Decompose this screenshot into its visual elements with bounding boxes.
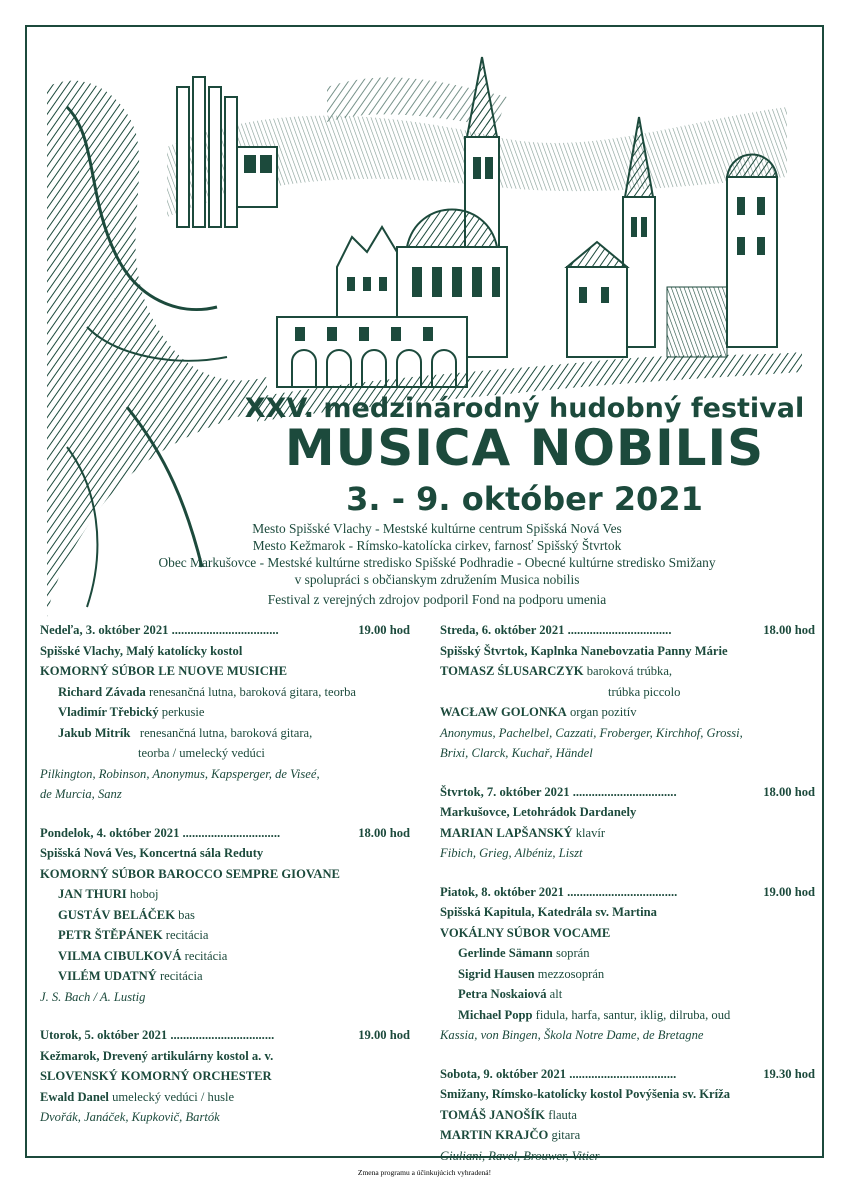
performer-role: flauta [548,1107,577,1122]
event-composers: Fibich, Grieg, Albéniz, Liszt [440,846,583,860]
performer-name: MARTIN KRAJČO [440,1128,549,1142]
performer-role: organ pozitív [569,705,637,719]
event-composers: J. S. Bach / A. Lustig [40,989,146,1004]
performer [40,946,410,967]
event-date-saturday [440,1064,815,1085]
event-ensemble: KOMORNÝ SÚBOR BAROCCO SEMPRE GIOVANE [40,866,340,881]
event-composers: Pilkington, Robinson, Anonymus, Kapsperger, de Viseé, [40,766,320,781]
performer [40,884,410,905]
performer [440,1005,815,1026]
performer [40,1087,410,1108]
event-ensemble: VOKÁLNY SÚBOR VOCAME [440,925,611,940]
festival-title: MUSICA NOBILIS [284,419,765,477]
performer-name: GUSTÁV BELÁČEK [58,907,175,922]
event-time: 19.00 hod [763,884,815,899]
performer-role: mezzosoprán [537,966,605,981]
event-time: 19.30 hod [763,1066,815,1081]
event-date-monday [40,823,410,844]
event-venue: Markušovce, Letohrádok Dardanely [440,805,637,819]
performer-name: Vladimír Třebický [58,705,159,719]
performer-role-continued: trúbka piccolo [608,684,681,699]
event-composers: Kassia, von Bingen, Škola Notre Dame, de Bretagne [440,1028,704,1042]
festival-dates: 3. - 9. október 2021 [346,480,703,518]
performer-role: hoboj [129,887,159,901]
performer-role: klavír [575,825,606,840]
event-date-text: Streda, 6. október 2021 ................................. [440,623,672,637]
performer [440,1125,815,1146]
performer [40,966,410,987]
performer-role: recitácia [165,928,209,942]
performer-name: TOMÁŠ JANOŠÍK [440,1107,546,1122]
event-time: 18.00 hod [763,623,815,637]
performer-role: renesančná lutna, baroková gitara, teorba [148,684,356,699]
performer [440,984,815,1005]
program-left-column [40,620,410,1128]
performer-name: Gerlinde Sämann [458,946,553,960]
performer-role: soprán [555,946,590,960]
performer [440,823,815,844]
event-date-text: Nedeľa, 3. október 2021 .................................. [40,623,279,637]
performer-name: Sigrid Hausen [458,966,535,981]
performer [40,905,410,926]
performer [40,723,410,744]
footer-note: Zmena programu a účinkujúcich vyhradená! [357,1168,492,1177]
performer [440,943,815,964]
event-time: 18.00 hod [358,825,410,840]
event-venue: Spišský Štvrtok, Kaplnka Nanebovzatia Panny Márie [440,643,728,658]
event-date-thursday [440,782,815,803]
event-composers: Dvořák, Janáček, Kupkovič, Bartók [40,1110,220,1124]
event-composers: de Murcia, Sanz [40,787,122,801]
event-date-sunday [40,620,410,641]
performer-role: recitácia [159,969,203,983]
performer-name: Michael Popp [458,1007,533,1022]
event-date-text: Pondelok, 4. október 2021 ............................... [40,825,281,840]
performer-role: alt [549,987,563,1001]
event-date-text: Štvrtok, 7. október 2021 ................................. [440,784,677,799]
performer [440,702,815,723]
performer-role-continued: teorba / umelecký vedúci [138,746,265,760]
event-date-text: Utorok, 5. október 2021 ................................. [40,1028,275,1042]
event-ensemble: KOMORNÝ SÚBOR LE NUOVE MUSICHE [40,664,287,678]
performer [440,1105,815,1126]
performer-name: Jakub Mitrík [58,725,131,740]
organizer-line: Mesto Spišské Vlachy - Mestské kultúrne centrum Spišská Nová Ves [252,521,622,536]
performer [40,682,410,703]
organizer-line: v spolupráci s občianskym združením Musica nobilis [294,572,580,587]
performer-role: renesančná lutna, baroková gitara, [139,725,313,740]
performer-name: Richard Závada [58,684,146,699]
performer-role: perkusie [161,705,205,719]
event-composers: Anonymus, Pachelbel, Cazzati, Froberger, Kirchhof, Grossi, [440,725,743,740]
performer-role: recitácia [184,948,228,963]
event-ensemble: SLOVENSKÝ KOMORNÝ ORCHESTER [40,1069,272,1083]
event-time: 19.00 hod [358,1028,410,1042]
event-venue: Smižany, Rímsko-katolícky kostol Povýšenia sv. Kríža [440,1087,731,1101]
event-date-text: Piatok, 8. október 2021 ................................... [440,884,678,899]
performer-role: gitara [551,1128,581,1142]
event-composers: Giuliani, Ravel, Brouwer, Vitier [440,1148,600,1163]
performer-name: VILMA CIBULKOVÁ [58,948,182,963]
event-venue: Spišské Vlachy, Malý katolícky kostol [40,643,243,658]
performer-name: TOMASZ ŚLUSARCZYK [440,664,584,678]
event-date-text: Sobota, 9. október 2021 .................................. [440,1066,677,1081]
event-venue: Kežmarok, Drevený artikulárny kostol a. v. [40,1048,274,1063]
event-date-tuesday [40,1025,410,1046]
organizer-line: Obec Markušovce - Mestské kultúrne stredisko Spišské Podhradie - Obecné kultúrne stredisko Smižany [158,555,716,570]
performer-name: WACŁAW GOLONKA [440,705,567,719]
performer-name: VILÉM UDATNÝ [58,969,157,983]
performer-role: bas [178,907,195,922]
event-time: 18.00 hod [763,784,815,799]
program-right-column [440,620,815,1166]
performer-name: PETR ŠTĚPÁNEK [58,928,163,942]
performer-role: umelecký vedúci / husle [112,1089,235,1104]
organizer-line: Mesto Kežmarok - Rímsko-katolícka cirkev, farnosť Spišský Štvrtok [252,538,622,553]
performer-name: MARIAN LAPŠANSKÝ [440,825,573,840]
organizer-line: Festival z verejných zdrojov podporil Fond na podporu umenia [267,592,607,607]
performer-role: fidula, harfa, santur, iklig, dilruba, oud [535,1007,731,1022]
event-venue: Spišská Kapitula, Katedrála sv. Martina [440,905,657,919]
performer [440,661,815,682]
festival-subtitle: XXV. medzinárodný hudobný festival [244,393,805,424]
event-composers: Brixi, Clarck, Kuchař, Händel [440,746,593,760]
performer [40,702,410,723]
performer-role: baroková trúbka, [586,664,673,678]
performer-name: Ewald Danel [40,1089,109,1104]
event-date-wednesday [440,620,815,641]
performer-name: Petra Noskaiová [458,987,547,1001]
event-time: 19.00 hod [358,623,410,637]
performer [440,964,815,985]
organizers [50,520,824,608]
event-venue: Spišská Nová Ves, Koncertná sála Reduty [40,846,264,860]
performer [40,925,410,946]
performer-name: JAN THURI [58,887,127,901]
event-date-friday [440,882,815,903]
